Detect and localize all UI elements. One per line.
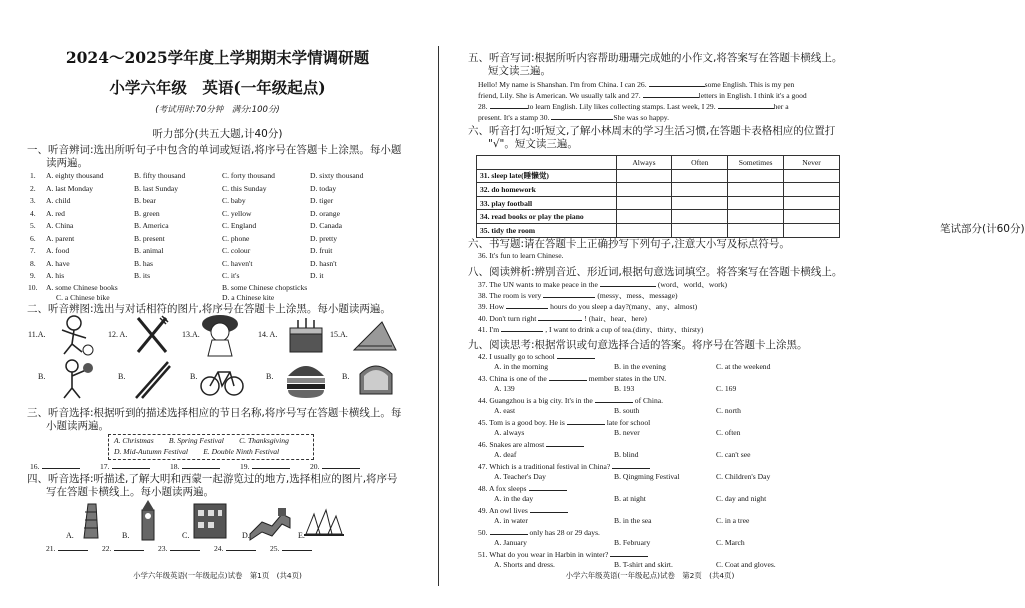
option-text: D. hasn't bbox=[310, 258, 337, 268]
choice-c[interactable]: C. at the weekend bbox=[716, 361, 771, 371]
option-text: D. orange bbox=[310, 208, 340, 218]
section2-instr: 二、听音辨图:选出与对话相符的图片,将序号在答题卡上涂黑。每小题读两遍。 bbox=[27, 303, 391, 315]
q10-b: B. some Chinese chopsticks bbox=[222, 283, 308, 292]
question-text: 49. An owl lives bbox=[478, 506, 528, 515]
checkbox-cell[interactable] bbox=[616, 183, 672, 197]
fill-in-item bbox=[478, 324, 703, 335]
answer-number: 20. bbox=[310, 462, 320, 471]
option-text: A. last Monday bbox=[46, 183, 94, 193]
question-text-cont: of China. bbox=[634, 396, 664, 405]
cake-image bbox=[284, 314, 328, 356]
answer-line bbox=[226, 543, 256, 551]
essay-line-1: Hello! My name is Shanshan. I'm from China. I can 26. some English. This is my pen bbox=[478, 80, 795, 89]
choice-a[interactable]: A. Teacher's Day bbox=[494, 471, 546, 481]
festival-options-line2: D. Mid-Autumn Festival E. Double Ninth Festival bbox=[114, 447, 280, 456]
section3-instr2: 小题读两遍。 bbox=[46, 420, 109, 432]
option-text: D. Canada bbox=[310, 221, 343, 230]
checkbox-cell[interactable] bbox=[616, 196, 672, 210]
option-text: B. last Sunday bbox=[134, 183, 179, 193]
question-stem bbox=[478, 461, 652, 472]
girl-hat-image bbox=[198, 312, 242, 358]
section5-instr: 五、听音写词:根据所听内容帮助珊珊完成她的小作文,将答案写在答题卡横线上。 bbox=[468, 52, 843, 64]
answer-line bbox=[322, 461, 360, 469]
table-header-cell: Often bbox=[672, 156, 728, 170]
question-text: 43. China is one of the bbox=[478, 374, 547, 383]
option-text: B. fifty thousand bbox=[134, 171, 186, 180]
option-text: C. this Sunday bbox=[222, 183, 267, 193]
option-text: C. yellow bbox=[222, 208, 252, 218]
footer-left: 小学六年级英语(一年级起点)试卷 第1页 (共4页) bbox=[133, 571, 302, 580]
checkbox-cell[interactable] bbox=[784, 169, 840, 183]
section8-instr: 八、阅读辨析:辨别音近、形近词,根据句意选词填空。将答案写在答题卡横线上。 bbox=[468, 266, 843, 278]
q10-num: 10. bbox=[28, 283, 38, 292]
answer-blank bbox=[30, 461, 80, 472]
answer-blank bbox=[240, 461, 290, 472]
choice-a[interactable]: A. in water bbox=[494, 515, 528, 525]
question-text: 46. Snakes are almost bbox=[478, 440, 545, 449]
answer-line bbox=[529, 483, 567, 491]
habit-label: 33. play football bbox=[477, 196, 617, 210]
section1-instr2: 读两遍。 bbox=[46, 157, 88, 169]
item-options: , I want to drink a cup of tea.(dirty、thirty、thirsty) bbox=[545, 324, 704, 334]
choice-c[interactable]: C. 169 bbox=[716, 383, 737, 393]
choice-a[interactable]: A. Shorts and dress. bbox=[494, 559, 555, 569]
checkbox-cell[interactable] bbox=[784, 196, 840, 210]
table-header-cell: Always bbox=[616, 156, 672, 170]
answer-line bbox=[546, 439, 584, 447]
essay-line-4: present. It's a stamp 30. She was so happy. bbox=[478, 113, 670, 122]
answer-number: 16. bbox=[30, 462, 40, 471]
question-number: 6. bbox=[30, 233, 36, 243]
question-text: 45. Tom is a good boy. He is bbox=[478, 418, 565, 427]
q10-d: D. a Chinese kite bbox=[222, 293, 275, 302]
answer-number: 25. bbox=[270, 544, 280, 553]
answer-line bbox=[501, 324, 543, 332]
option-text: C. it's bbox=[222, 271, 240, 280]
q10-a: A. some Chinese books bbox=[46, 283, 118, 292]
listening-title: 听力部分(共五大题,计40分) bbox=[152, 128, 283, 140]
question-text: 44. Guangzhou is a big city. It's in the bbox=[478, 396, 593, 405]
section-copy-instr: 六、书写题:请在答题卡上正确抄写下列句子,注意大小写及标点符号。 bbox=[468, 238, 790, 250]
q10-c: C. a Chinese bike bbox=[56, 293, 110, 302]
option-text: B. its bbox=[134, 271, 151, 280]
essay-line-2: friend, Lily. She is American. We usually talk and 27. letters in English. I think it's a good bbox=[478, 91, 807, 100]
option-text: D. tiger bbox=[310, 196, 334, 205]
option-text: B. bear bbox=[134, 196, 156, 205]
q14-label: 14. A. bbox=[258, 330, 278, 339]
answer-line bbox=[112, 461, 150, 469]
football-player-image bbox=[52, 314, 96, 356]
choice-a[interactable]: A. January bbox=[494, 537, 527, 547]
option-text: C. colour bbox=[222, 246, 251, 255]
option-text: D. today bbox=[310, 183, 337, 193]
section1-instr: 一、听音辨词:选出所听句子中包含的单词或短语,将序号在答题卡上涂黑。每小题 bbox=[27, 144, 402, 156]
item-text: 38. The room is very bbox=[478, 291, 542, 301]
checkbox-cell[interactable] bbox=[784, 183, 840, 197]
question-stem bbox=[478, 395, 663, 406]
answer-line bbox=[612, 461, 650, 469]
answer-line bbox=[42, 461, 80, 469]
choice-c[interactable]: C. in a tree bbox=[716, 515, 750, 525]
question-stem bbox=[478, 527, 600, 538]
answer-line bbox=[114, 543, 144, 551]
q13-label: 13.A. bbox=[182, 330, 200, 339]
choice-b[interactable]: B. 193 bbox=[614, 383, 635, 393]
option-text: C. baby bbox=[222, 196, 246, 205]
question-number: 5. bbox=[30, 221, 36, 230]
checkbox-cell[interactable] bbox=[672, 196, 728, 210]
item-options: (messy、mess、message) bbox=[597, 291, 678, 301]
habit-label: 34. read books or play the piano bbox=[477, 210, 617, 224]
option-text: D. sixty thousand bbox=[310, 171, 364, 180]
item-text: 37. The UN wants to make peace in the bbox=[478, 280, 598, 289]
knife-fork-image bbox=[130, 314, 174, 356]
answer-number: 21. bbox=[46, 544, 56, 553]
option-text: A. red bbox=[46, 208, 65, 218]
question-text: 50. bbox=[478, 528, 488, 537]
essay-line-3: 28. to learn English. Lily likes collecting stamps. Last week, I 29. her a bbox=[478, 102, 789, 111]
q11-label: 11.A. bbox=[28, 330, 46, 339]
q12-label: 12. A. bbox=[108, 330, 128, 339]
question-stem bbox=[478, 417, 650, 428]
chopsticks-image bbox=[130, 358, 174, 400]
exam-subtitle: 小学六年级 英语(一年级起点) bbox=[109, 78, 326, 97]
choice-c[interactable]: C. north bbox=[716, 405, 741, 415]
answer-line bbox=[530, 505, 568, 513]
pic-label-b: B. bbox=[122, 531, 130, 540]
time-info: (考试用时:70分钟 满分:100分) bbox=[155, 105, 280, 115]
opera-house-image bbox=[304, 502, 344, 538]
choice-b[interactable]: B. T-shirt and skirt. bbox=[614, 559, 673, 569]
option-text: B. present bbox=[134, 233, 165, 243]
option-text: D. pretty bbox=[310, 233, 337, 243]
choice-b[interactable]: B. in the evening bbox=[614, 361, 666, 371]
answer-number: 17. bbox=[100, 462, 110, 471]
footer-right: 小学六年级英语(一年级起点)试卷 第2页 (共4页) bbox=[565, 571, 735, 580]
option-text: D. fruit bbox=[310, 246, 333, 255]
answer-blank bbox=[214, 543, 256, 554]
question-text-cont: only has 28 or 29 days. bbox=[529, 528, 600, 537]
q13b-label: B. bbox=[190, 372, 198, 381]
pic-label-a: A. bbox=[66, 531, 74, 540]
choice-c[interactable]: C. can't see bbox=[716, 449, 751, 459]
question-number: 8. bbox=[30, 258, 36, 268]
pic-label-c: C. bbox=[182, 531, 190, 540]
option-text: C. England bbox=[222, 221, 257, 230]
exam-title: 2024～2025学年度上学期期末学情调研题 bbox=[65, 48, 370, 67]
table-row bbox=[477, 196, 840, 210]
q15-label: 15.A. bbox=[330, 330, 348, 339]
question-text: 48. A fox sleeps bbox=[478, 484, 527, 493]
question-stem bbox=[478, 351, 597, 362]
question-number: 7. bbox=[30, 246, 36, 255]
answer-blank bbox=[170, 461, 220, 472]
question-number: 3. bbox=[30, 196, 36, 205]
table-header-cell: Sometimes bbox=[728, 156, 784, 170]
fill-in-item bbox=[478, 313, 647, 324]
answer-number: 18. bbox=[170, 462, 180, 471]
bike-image bbox=[200, 360, 244, 398]
basketball-player-image bbox=[52, 358, 96, 400]
section5-instr2: 短文读三遍。 bbox=[488, 65, 551, 77]
habit-label: 32. do homework bbox=[477, 183, 617, 197]
section6-instr: 六、听音打勾:听短文,了解小林周末的学习生活习惯,在答题卡表格相应的位置打 bbox=[468, 125, 836, 137]
q15b-label: B. bbox=[342, 372, 350, 381]
answer-line bbox=[170, 543, 200, 551]
choice-b[interactable]: B. at night bbox=[614, 493, 646, 503]
sandwich-image bbox=[352, 316, 398, 356]
fill-in-item bbox=[478, 279, 727, 290]
option-text: B. green bbox=[134, 208, 160, 218]
option-text: A. his bbox=[46, 271, 65, 280]
question-stem bbox=[478, 439, 586, 450]
choice-c[interactable]: C. Children's Day bbox=[716, 471, 771, 481]
great-wall-image bbox=[250, 504, 290, 540]
answer-line bbox=[557, 351, 595, 359]
page-divider bbox=[438, 46, 439, 586]
checkbox-cell[interactable] bbox=[728, 183, 784, 197]
question-number: 2. bbox=[30, 183, 36, 193]
fill-in-item bbox=[478, 301, 697, 312]
option-text: B. America bbox=[134, 221, 169, 230]
question-stem bbox=[478, 505, 570, 516]
q12b-label: B. bbox=[118, 372, 126, 381]
choice-b[interactable]: B. south bbox=[614, 405, 640, 415]
question-text-cont: late for school bbox=[606, 418, 651, 427]
choice-a[interactable]: A. east bbox=[494, 405, 516, 415]
option-text: B. has bbox=[134, 258, 153, 268]
question-stem bbox=[478, 483, 569, 494]
choice-b[interactable]: B. Qingming Festival bbox=[614, 471, 680, 481]
option-text: A. eighty thousand bbox=[46, 171, 104, 180]
answer-blank bbox=[100, 461, 150, 472]
option-text: A. parent bbox=[46, 233, 75, 243]
item-text: 40. Don't turn right bbox=[478, 313, 537, 323]
answer-blank bbox=[310, 461, 360, 472]
table-header-row bbox=[477, 156, 840, 170]
pic-label-e: E. bbox=[298, 531, 305, 540]
choice-c[interactable]: C. March bbox=[716, 537, 745, 547]
choice-b[interactable]: B. never bbox=[614, 427, 640, 437]
checkbox-cell[interactable] bbox=[728, 196, 784, 210]
answer-blank bbox=[270, 543, 312, 554]
question-number: 1. bbox=[30, 171, 36, 180]
question-text: 42. I usually go to school bbox=[478, 352, 555, 361]
habit-label: 35. tidy the room bbox=[477, 223, 617, 237]
choice-c[interactable]: C. Coat and gloves. bbox=[716, 559, 776, 569]
answer-blank bbox=[102, 543, 144, 554]
answer-line bbox=[595, 395, 633, 403]
answer-line bbox=[610, 549, 648, 557]
option-text: B. animal bbox=[134, 246, 164, 255]
section6-instr2: "√"。短文读三遍。 bbox=[488, 138, 578, 150]
answer-number: 24. bbox=[214, 544, 224, 553]
answer-line bbox=[549, 373, 587, 381]
option-text: C. forty thousand bbox=[222, 171, 275, 180]
choice-b[interactable]: B. blind bbox=[614, 449, 639, 459]
choice-c[interactable]: C. day and night bbox=[716, 493, 767, 503]
answer-number: 22. bbox=[102, 544, 112, 553]
question-text: 51. What do you wear in Harbin in winter? bbox=[478, 550, 609, 559]
item-text: 39. How bbox=[478, 302, 505, 312]
answer-number: 23. bbox=[158, 544, 168, 553]
item-text: 41. I'm bbox=[478, 324, 500, 334]
copy-sentence: 36. It's fun to learn Chinese. bbox=[478, 251, 564, 260]
answer-blank bbox=[46, 543, 88, 554]
option-text: A. child bbox=[46, 196, 71, 205]
q11b-label: B. bbox=[38, 372, 46, 381]
question-text-cont: member states in the UN. bbox=[588, 374, 667, 383]
answer-line bbox=[58, 543, 88, 551]
bread-image bbox=[356, 360, 396, 398]
option-text: D. it bbox=[310, 271, 324, 280]
festival-options-line1: A. Christmas B. Spring Festival C. Thanksgiving bbox=[114, 436, 289, 445]
answer-line bbox=[252, 461, 290, 469]
choice-a[interactable]: A. deaf bbox=[494, 449, 517, 459]
answer-line bbox=[506, 301, 548, 309]
table-row bbox=[477, 183, 840, 197]
table-header-cell: Never bbox=[784, 156, 840, 170]
checkbox-cell[interactable] bbox=[672, 183, 728, 197]
section9-instr: 九、阅读思考:根据常识或句意选择合适的答案。将序号在答题卡上涂黑。 bbox=[468, 339, 808, 351]
building-image bbox=[190, 496, 230, 540]
choice-a[interactable]: A. 139 bbox=[494, 383, 515, 393]
habit-label: 31. sleep late(睡懒觉) bbox=[477, 169, 617, 183]
pic-label-d: D. bbox=[242, 531, 250, 540]
option-text: A. China bbox=[46, 221, 74, 230]
table-row bbox=[477, 169, 840, 183]
item-options: hours do you sleep a day?(many、any、almost) bbox=[550, 302, 698, 312]
q14b-label: B. bbox=[266, 372, 274, 381]
option-text: C. phone bbox=[222, 233, 250, 243]
option-text: A. have bbox=[46, 258, 70, 268]
question-stem bbox=[478, 549, 650, 560]
section3-instr: 三、听音选择:根据听到的描述选择相应的节日名称,将序号写在答题卡横线上。每 bbox=[27, 407, 402, 419]
answer-line bbox=[567, 417, 605, 425]
answer-blank bbox=[158, 543, 200, 554]
table-corner-cell bbox=[477, 156, 617, 170]
answer-line bbox=[490, 527, 528, 535]
question-number: 4. bbox=[30, 208, 36, 218]
question-stem bbox=[478, 373, 666, 384]
choice-a[interactable]: A. in the morning bbox=[494, 361, 548, 371]
section4-instr2: 写在答题卡横线上。每小题读两遍。 bbox=[46, 486, 214, 498]
question-number: 9. bbox=[30, 271, 36, 280]
hamburger-image bbox=[284, 358, 328, 400]
answer-line bbox=[543, 290, 595, 298]
item-options: (word、world、work) bbox=[657, 280, 728, 289]
choice-c[interactable]: C. often bbox=[716, 427, 741, 437]
checkbox-cell[interactable] bbox=[728, 169, 784, 183]
fill-in-item bbox=[478, 290, 678, 301]
question-text: 47. Which is a traditional festival in China? bbox=[478, 462, 611, 471]
leaning-tower-image bbox=[74, 498, 106, 540]
written-title: 笔试部分(计60分) bbox=[940, 223, 1025, 235]
answer-line bbox=[182, 461, 220, 469]
choice-a[interactable]: A. always bbox=[494, 427, 525, 437]
option-text: C. haven't bbox=[222, 258, 253, 268]
big-ben-image bbox=[130, 500, 166, 540]
option-text: A. food bbox=[46, 246, 70, 255]
answer-line bbox=[282, 543, 312, 551]
choice-b[interactable]: B. in the sea bbox=[614, 515, 652, 525]
item-options: ! (hair、hear、here) bbox=[584, 313, 647, 323]
choice-b[interactable]: B. February bbox=[614, 537, 651, 547]
answer-line bbox=[538, 313, 582, 321]
choice-a[interactable]: A. in the day bbox=[494, 493, 534, 503]
checkbox-cell[interactable] bbox=[616, 169, 672, 183]
answer-line bbox=[600, 279, 656, 287]
answer-number: 19. bbox=[240, 462, 250, 471]
checkbox-cell[interactable] bbox=[672, 169, 728, 183]
section4-instr: 四、听音选择:听描述,了解大明和西蒙一起游览过的地方,选择相应的图片,将序号 bbox=[27, 473, 398, 485]
